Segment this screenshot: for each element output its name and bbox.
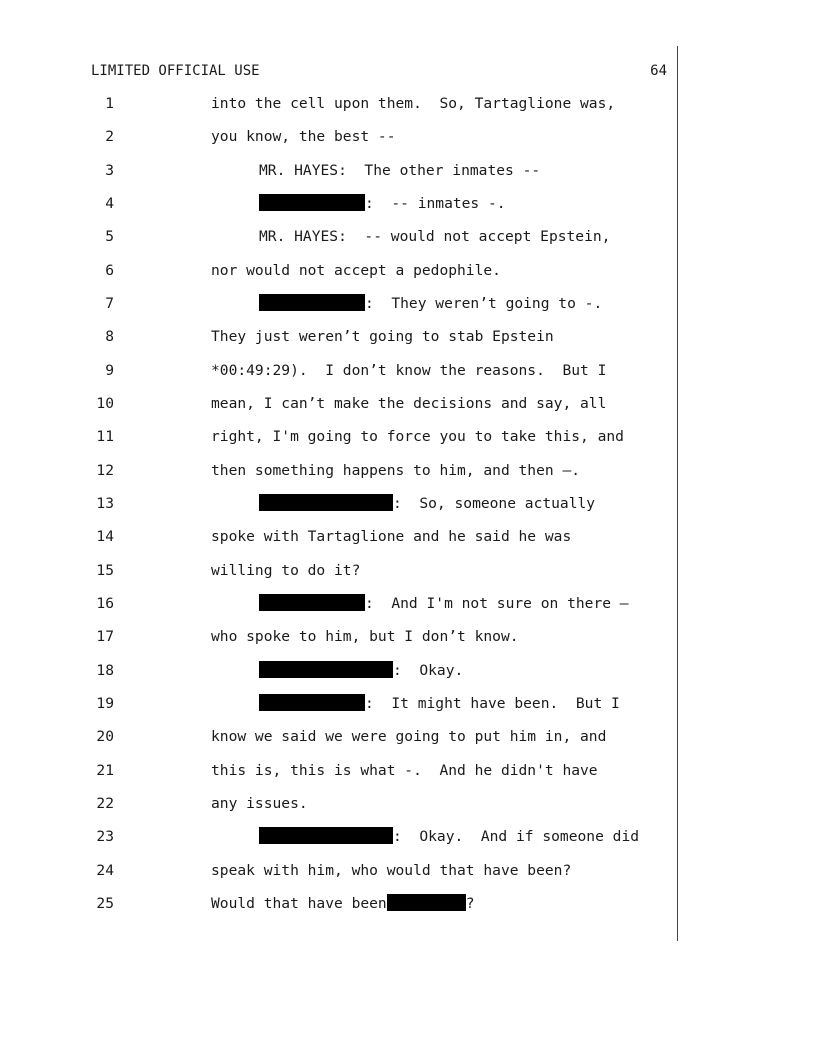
transcript-line xyxy=(0,94,616,114)
transcript-line xyxy=(0,361,607,381)
line-text: : And I'm not sure on there – xyxy=(365,595,629,612)
line-number: 15 xyxy=(96,562,114,579)
line-text: MR. HAYES: The other inmates -- xyxy=(259,162,541,179)
speaker-line xyxy=(259,594,629,614)
line-number: 21 xyxy=(96,762,114,779)
transcript-line xyxy=(0,561,361,581)
line-number: 10 xyxy=(96,395,114,412)
transcript-line xyxy=(0,761,598,781)
transcript-line xyxy=(0,527,572,547)
line-number: 6 xyxy=(105,262,114,279)
classification-marking: LIMITED OFFICIAL USE xyxy=(91,63,260,79)
line-number: 9 xyxy=(105,362,114,379)
line-text: this is, this is what -. And he didn't have xyxy=(211,762,598,779)
line-text: willing to do it? xyxy=(211,562,361,579)
line-text: any issues. xyxy=(211,795,308,812)
line-number: 7 xyxy=(105,295,114,312)
transcript-line xyxy=(0,661,464,681)
line-number: 17 xyxy=(96,628,114,645)
speaker-line xyxy=(259,694,620,714)
transcript-line xyxy=(0,194,506,214)
redaction-box xyxy=(259,694,365,711)
line-text: know we said we were going to put him in, and xyxy=(211,728,607,745)
line-number: 8 xyxy=(105,328,114,345)
redaction-box xyxy=(259,661,393,678)
line-number: 14 xyxy=(96,528,114,545)
line-number: 1 xyxy=(105,95,114,112)
line-text: Would that have been xyxy=(211,895,387,912)
line-number: 20 xyxy=(96,728,114,745)
question-line xyxy=(211,894,475,914)
speaker-line xyxy=(259,294,602,314)
line-text: mean, I can’t make the decisions and say, all xyxy=(211,395,607,412)
line-number: 11 xyxy=(96,428,114,445)
margin-rule xyxy=(677,46,678,941)
line-number: 19 xyxy=(96,695,114,712)
line-text: : Okay. xyxy=(393,662,464,679)
line-text: *00:49:29). I don’t know the reasons. But I xyxy=(211,362,607,379)
page-number: 64 xyxy=(650,63,667,79)
line-text: nor would not accept a pedophile. xyxy=(211,262,501,279)
speaker-line xyxy=(259,661,463,681)
speaker-line xyxy=(259,494,595,514)
transcript-line xyxy=(0,161,541,181)
line-text: : -- inmates -. xyxy=(365,195,506,212)
transcript-line xyxy=(0,694,620,714)
redaction-box xyxy=(387,894,466,911)
line-number: 2 xyxy=(105,128,114,145)
line-number: 18 xyxy=(96,662,114,679)
line-number: 22 xyxy=(96,795,114,812)
line-text: into the cell upon them. So, Tartaglione was, xyxy=(211,95,616,112)
line-number: 24 xyxy=(96,862,114,879)
line-text: : Okay. And if someone did xyxy=(393,828,640,845)
redaction-box xyxy=(259,494,393,511)
transcript-line xyxy=(0,227,611,247)
line-text: you know, the best -- xyxy=(211,128,396,145)
transcript-line xyxy=(0,727,607,747)
line-number: 25 xyxy=(96,895,114,912)
transcript-line xyxy=(0,794,308,814)
line-suffix: ? xyxy=(465,895,475,912)
redaction-box xyxy=(259,294,365,311)
redaction-box xyxy=(259,594,365,611)
line-text: MR. HAYES: -- would not accept Epstein, xyxy=(259,228,611,245)
line-number: 12 xyxy=(96,462,114,479)
speaker-line xyxy=(259,194,506,214)
line-text: : So, someone actually xyxy=(393,495,596,512)
line-text: : It might have been. But I xyxy=(365,695,620,712)
transcript-line xyxy=(0,627,519,647)
line-text: who spoke to him, but I don’t know. xyxy=(211,628,519,645)
transcript-line xyxy=(0,394,607,414)
line-number: 13 xyxy=(96,495,114,512)
line-text: then something happens to him, and then –. xyxy=(211,462,581,479)
redaction-box xyxy=(259,194,365,211)
transcript-line xyxy=(0,494,596,514)
page-header xyxy=(91,62,667,80)
transcript-line xyxy=(0,327,554,347)
transcript-line xyxy=(0,861,572,881)
line-text: spoke with Tartaglione and he said he was xyxy=(211,528,572,545)
line-number: 4 xyxy=(105,195,114,212)
line-number: 23 xyxy=(96,828,114,845)
transcript-line xyxy=(0,294,603,314)
transcript-line xyxy=(0,827,640,847)
line-number: 3 xyxy=(105,162,114,179)
redaction-box xyxy=(259,827,393,844)
speaker-line xyxy=(259,827,639,847)
transcript-line xyxy=(0,261,501,281)
line-number: 5 xyxy=(105,228,114,245)
transcript-line xyxy=(0,594,629,614)
transcript-line xyxy=(0,127,396,147)
line-text: speak with him, who would that have been? xyxy=(211,862,572,879)
line-text: : They weren’t going to -. xyxy=(365,295,603,312)
transcript-line xyxy=(0,427,624,447)
line-number: 16 xyxy=(96,595,114,612)
line-text: They just weren’t going to stab Epstein xyxy=(211,328,554,345)
transcript-line xyxy=(0,894,475,914)
line-text: right, I'm going to force you to take this, and xyxy=(211,428,624,445)
transcript-line xyxy=(0,461,581,481)
